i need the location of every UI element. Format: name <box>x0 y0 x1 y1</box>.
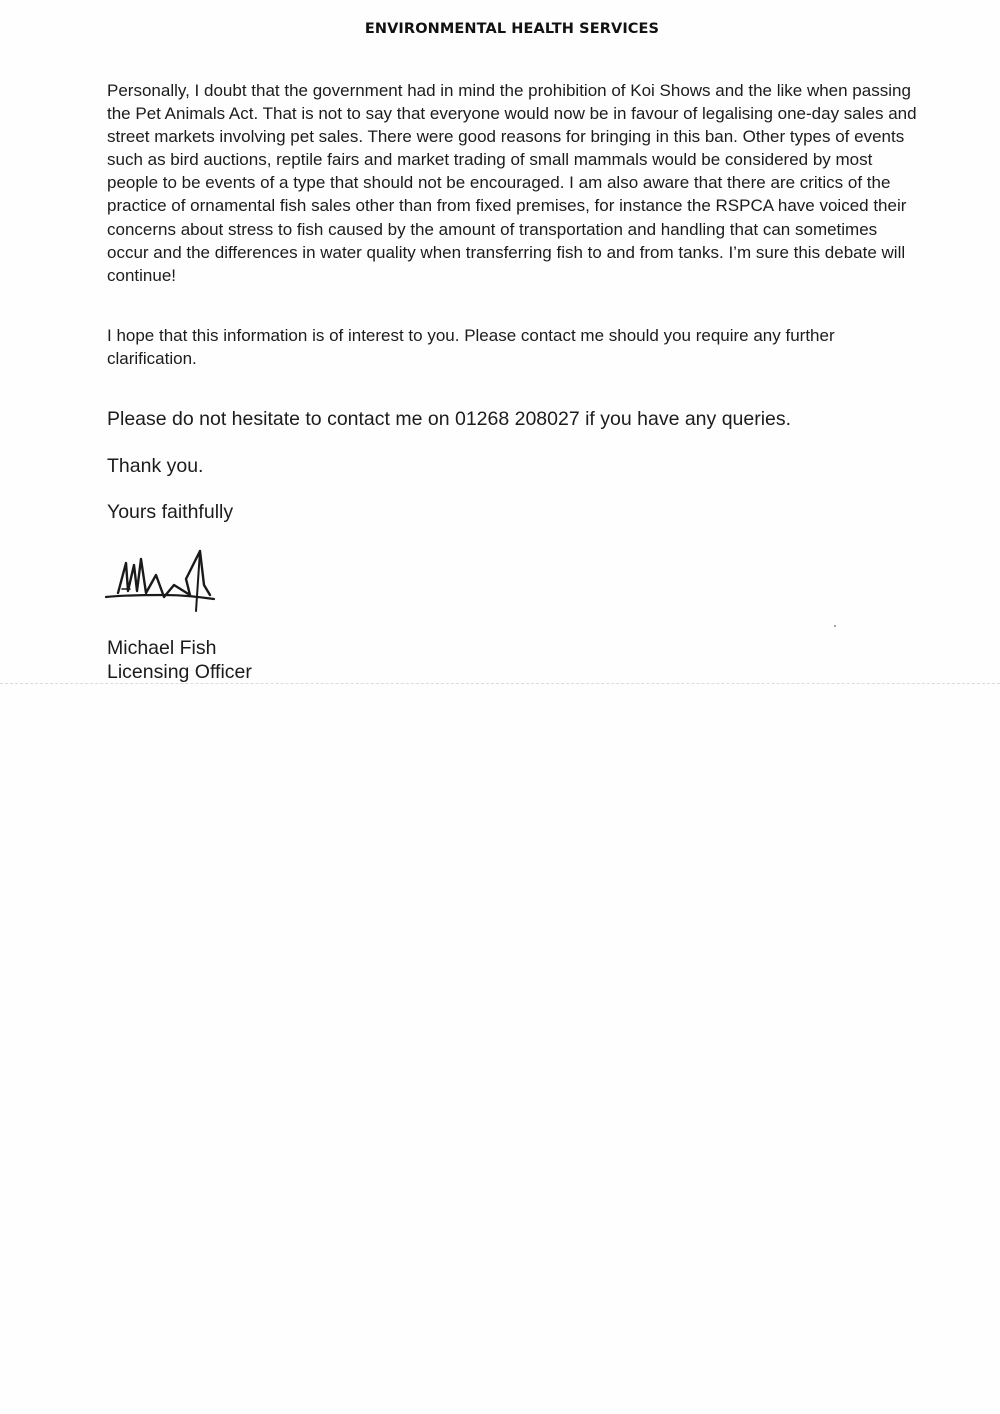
paper-speck <box>834 625 836 627</box>
contact-line: Please do not hesitate to contact me on 01268 208027 if you have any queries. <box>107 408 792 430</box>
handwritten-signature <box>104 545 220 615</box>
signatory-title: Licensing Officer <box>107 661 252 683</box>
body-paragraph-information: I hope that this information is of interest to you. Please contact me should you require any further clarification. <box>107 326 835 369</box>
body-paragraph-koi-shows: Personally, I doubt that the government had in mind the prohibition of Koi Shows and the like when passing the Pet Animals Act. That is not to say that everyone would now be in favour of legalising one-day sales and street markets involving pet sales. There were good reasons for bringing in this ban. Other types of events such as bird auctions, reptile fairs and market trading of small mammals would be considered by most people to be events of a type that should not be encouraged. I am also aware that there are critics of the practice of ornamental fish sales other than from fixed premises, for instance the RSPCA have voiced their concerns about stress to fish caused by the amount of transportation and handling that can sometimes occur and the differences in water quality when transferring fish to and from tanks. I’m sure this debate will continue! <box>107 81 917 285</box>
signatory-name: Michael Fish <box>107 637 217 659</box>
letter-header: ENVIRONMENTAL HEALTH SERVICES <box>364 21 660 37</box>
thanks-line: Thank you. <box>107 455 204 477</box>
paper-fold-line <box>0 683 1000 684</box>
closing-line: Yours faithfully <box>107 501 234 523</box>
